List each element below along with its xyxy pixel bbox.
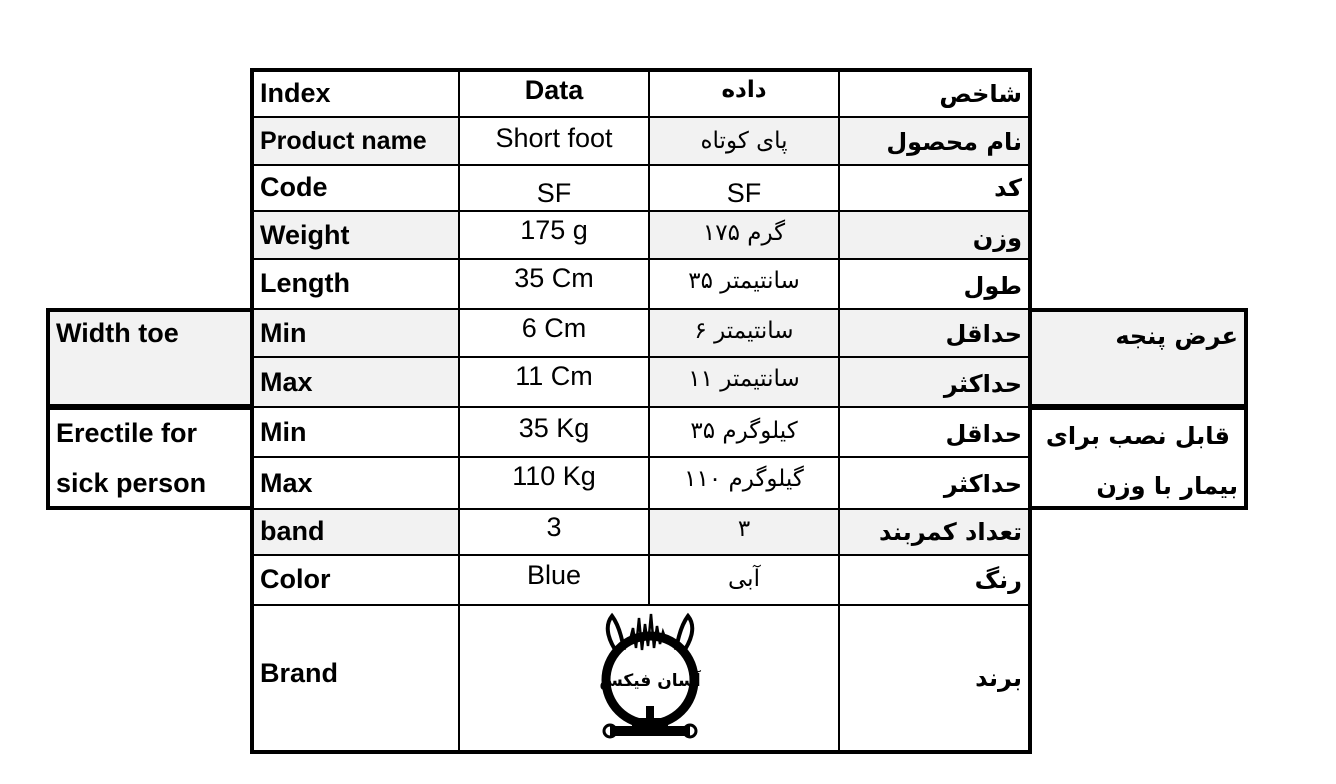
width-toe-label-fa: عرض پنجه <box>1115 322 1238 350</box>
toe-min-value-fa: سانتیمتر ۶ <box>694 318 794 344</box>
header-data: Data <box>524 75 584 105</box>
color-label: Color <box>260 564 331 594</box>
toe-min-value-cell <box>458 308 650 358</box>
header-data-fa-cell <box>648 70 840 118</box>
brand-label-fa-cell <box>838 604 1030 752</box>
code-label-fa: کد <box>994 174 1022 202</box>
toe-max-value-cell <box>458 356 650 408</box>
toe-max-label: Max <box>260 367 313 397</box>
brand-label-fa: برند <box>975 664 1022 692</box>
product-label-fa: نام محصول <box>886 128 1022 156</box>
length-value-fa-cell <box>648 258 840 310</box>
code-value: SF <box>536 178 572 208</box>
erectile-label-fa-line2: بیمار با وزن <box>1096 472 1238 500</box>
color-value-cell <box>458 554 650 606</box>
length-label-fa-cell <box>838 258 1030 310</box>
color-value-fa: آبی <box>728 566 760 592</box>
band-label-cell <box>252 508 460 556</box>
length-label-fa: طول <box>963 272 1022 300</box>
product-label: Product name <box>260 127 427 155</box>
sick-max-value: 110 Kg <box>512 461 596 491</box>
sick-min-label-fa-cell <box>838 406 1030 458</box>
erectile-label-fa-line1: قابل نصب برای <box>1045 422 1230 450</box>
product-label-cell <box>252 116 460 166</box>
brand-logo <box>580 610 720 744</box>
width-toe-group-cell <box>46 308 258 408</box>
toe-max-label-cell <box>252 356 460 408</box>
color-label-fa-cell <box>838 554 1030 606</box>
weight-value-fa-cell <box>648 210 840 260</box>
header-data-fa: داده <box>721 77 767 103</box>
toe-min-value: 6 Cm <box>521 313 587 343</box>
erectile-label-line2: sick person <box>56 468 207 498</box>
toe-max-value-fa: سانتیمتر ۱۱ <box>688 366 800 392</box>
sick-max-value-fa: گیلوگرم ۱۱۰ <box>684 466 804 492</box>
color-label-fa: رنگ <box>974 566 1022 594</box>
product-label-fa-cell <box>838 116 1030 166</box>
code-label-fa-cell <box>838 164 1030 212</box>
product-value: Short foot <box>495 123 613 153</box>
sick-min-value: 35 Kg <box>518 413 590 443</box>
band-label: band <box>260 516 325 546</box>
sick-max-label-fa-cell <box>838 456 1030 510</box>
weight-value: 175 g <box>520 215 588 245</box>
brand-label: Brand <box>260 658 339 688</box>
toe-max-label-fa: حداکثر <box>943 370 1022 398</box>
header-index-fa: شاخص <box>939 80 1022 108</box>
erectile-group-cell <box>46 406 258 510</box>
code-value-fa: SF <box>726 178 762 208</box>
weight-label-fa: وزن <box>972 224 1022 252</box>
code-label: Code <box>260 172 328 202</box>
toe-min-label-fa: حداقل <box>945 320 1022 348</box>
toe-min-label: Min <box>260 318 307 348</box>
header-index-fa-cell <box>838 70 1030 118</box>
header-data-cell <box>458 70 650 118</box>
length-label-cell <box>252 258 460 310</box>
weight-value-fa: گرم ۱۷۵ <box>702 220 786 246</box>
toe-max-value-fa-cell <box>648 356 840 408</box>
erectile-fa-group-cell <box>1028 406 1248 510</box>
sick-min-label: Min <box>260 417 307 447</box>
sick-min-value-cell <box>458 406 650 458</box>
product-value-cell <box>458 116 650 166</box>
width-toe-fa-group-cell <box>1028 308 1248 408</box>
code-value-fa-cell <box>648 164 840 212</box>
brand-logo-text: آسان فیکس <box>599 671 701 691</box>
sick-min-label-fa: حداقل <box>945 420 1022 448</box>
width-toe-label: Width toe <box>56 318 179 348</box>
code-label-cell <box>252 164 460 212</box>
erectile-label-line1: Erectile for <box>56 418 198 448</box>
color-value: Blue <box>526 560 582 590</box>
toe-max-label-fa-cell <box>838 356 1030 408</box>
sick-min-value-fa-cell <box>648 406 840 458</box>
toe-min-value-fa-cell <box>648 308 840 358</box>
color-value-fa-cell <box>648 554 840 606</box>
length-value-cell <box>458 258 650 310</box>
length-label: Length <box>260 268 350 298</box>
length-value-fa: سانتیمتر ۳۵ <box>688 268 800 294</box>
brand-label-cell <box>252 604 460 752</box>
toe-min-label-fa-cell <box>838 308 1030 358</box>
sick-max-label-fa: حداکثر <box>943 470 1022 498</box>
header-index-cell <box>252 70 460 118</box>
weight-label-fa-cell <box>838 210 1030 260</box>
product-value-fa-cell <box>648 116 840 166</box>
band-value-cell <box>458 508 650 556</box>
code-value-cell <box>458 164 650 212</box>
sick-min-value-fa: کیلوگرم ۳۵ <box>690 418 798 444</box>
sick-min-label-cell <box>252 406 460 458</box>
weight-value-cell <box>458 210 650 260</box>
brand-logo-cell <box>458 604 840 752</box>
band-value: 3 <box>546 512 562 542</box>
length-value: 35 Cm <box>514 263 594 293</box>
product-value-fa: پای کوتاه <box>700 128 788 154</box>
toe-max-value: 11 Cm <box>515 361 593 391</box>
color-label-cell <box>252 554 460 606</box>
header-index: Index <box>260 78 331 108</box>
sick-max-label-cell <box>252 456 460 510</box>
toe-min-label-cell <box>252 308 460 358</box>
band-value-fa: ۳ <box>737 516 751 542</box>
band-label-fa-cell <box>838 508 1030 556</box>
band-value-fa-cell <box>648 508 840 556</box>
sick-max-value-fa-cell <box>648 456 840 510</box>
band-label-fa: تعداد کمربند <box>879 518 1022 546</box>
sick-max-label: Max <box>260 468 313 498</box>
sick-max-value-cell <box>458 456 650 510</box>
weight-label-cell <box>252 210 460 260</box>
weight-label: Weight <box>260 220 350 250</box>
